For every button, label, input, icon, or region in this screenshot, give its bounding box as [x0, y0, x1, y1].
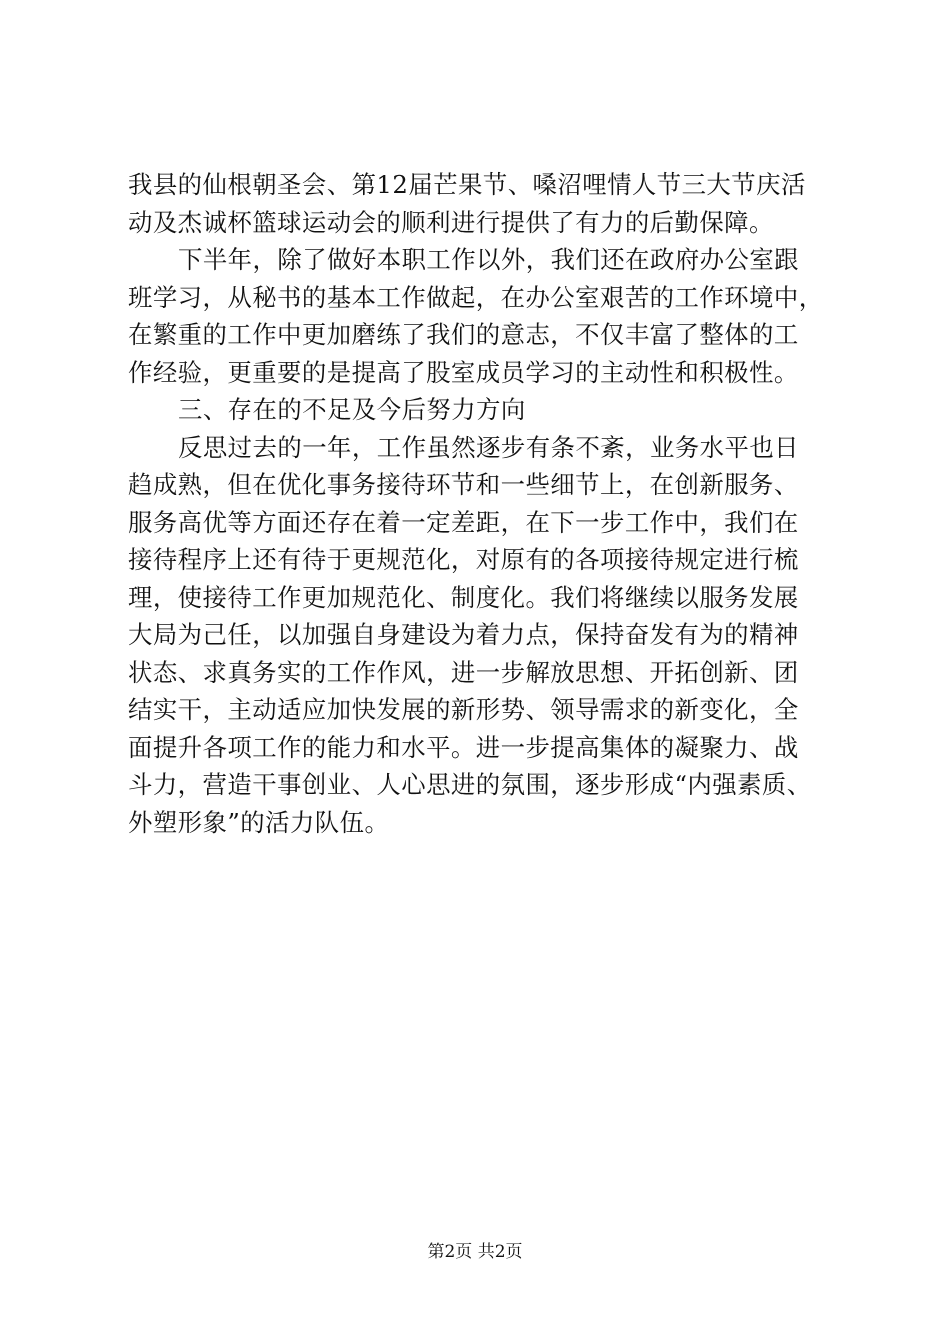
text-line: 状态、求真务实的工作作风，进一步解放思想、开拓创新、团: [128, 657, 799, 687]
text-line: 在繁重的工作中更加磨练了我们的意志，不仅丰富了整体的工: [128, 320, 799, 349]
text-line: 外塑形象”的活力队伍。: [128, 807, 390, 837]
text-line: 结实干，主动适应加快发展的新形势、领导需求的新变化，全: [128, 695, 799, 724]
text-line: 趋成熟，但在优化事务接待环节和一些细节上，在创新服务、: [128, 470, 799, 499]
paragraph-first-line: 反思过去的一年，工作虽然逐步有条不紊，业务水平也日: [178, 432, 800, 462]
section-heading: 三、存在的不足及今后努力方向: [178, 395, 526, 424]
text-line: 服务高优等方面还存在着一定差距，在下一步工作中，我们在: [128, 507, 799, 537]
text-line: 斗力，营造干事创业、人心思进的氛围，逐步形成“内强素质、: [128, 770, 812, 799]
text-line: 大局为己任，以加强自身建设为着力点，保持奋发有为的精神: [128, 620, 799, 649]
text-line: 动及杰诚杯篮球运动会的顺利进行提供了有力的后勤保障。: [128, 207, 774, 237]
text-line: 面提升各项工作的能力和水平。进一步提高集体的凝聚力、战: [128, 732, 799, 762]
text-line: 我县的仙根朝圣会、第12届芒果节、嗓沼哩情人节三大节庆活: [128, 170, 806, 199]
page-number: 第2页 共2页: [427, 1242, 523, 1262]
paragraph-first-line: 下半年，除了做好本职工作以外，我们还在政府办公室跟: [178, 245, 800, 274]
text-line: 班学习，从秘书的基本工作做起，在办公室艰苦的工作环境中，: [128, 282, 824, 312]
text-line: 理，使接待工作更加规范化、制度化。我们将继续以服务发展: [128, 582, 799, 612]
text-line: 作经验，更重要的是提高了股室成员学习的主动性和积极性。: [128, 357, 799, 387]
body-text: [128, 166, 828, 841]
text-line: 接待程序上还有待于更规范化，对原有的各项接待规定进行梳: [128, 545, 799, 574]
page-footer: [0, 1240, 950, 1264]
